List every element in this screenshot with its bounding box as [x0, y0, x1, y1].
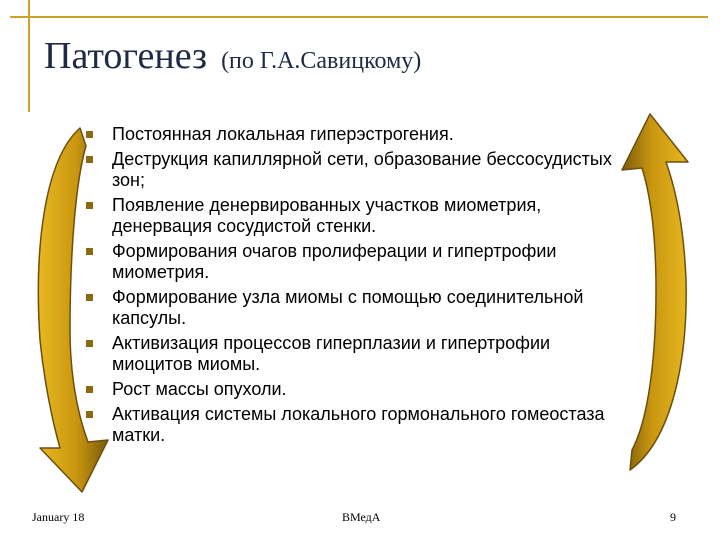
square-bullet-icon	[86, 386, 93, 393]
footer-date: January 18	[32, 510, 85, 524]
square-bullet-icon	[86, 131, 93, 138]
list-item: Формирование узла миомы с помощью соединительной капсулы.	[84, 287, 624, 329]
square-bullet-icon	[86, 202, 93, 209]
bullet-list	[84, 124, 624, 450]
page-number: 9	[670, 510, 676, 524]
square-bullet-icon	[86, 411, 93, 418]
list-item: Активация системы локального гормонального гомеостаза матки.	[84, 404, 624, 446]
list-item: Формирования очагов пролиферации и гипертрофии миометрия.	[84, 241, 624, 283]
right-curved-arrow-icon	[622, 114, 688, 470]
square-bullet-icon	[86, 340, 93, 347]
list-item: Постоянная локальная гиперэстрогения.	[84, 124, 624, 145]
list-item: Активизация процессов гиперплазии и гипертрофии миоцитов миомы.	[84, 333, 624, 375]
title-subtitle: (по Г.А.Савицкому)	[221, 48, 422, 74]
list-item: Рост массы опухоли.	[84, 379, 624, 400]
square-bullet-icon	[86, 156, 93, 163]
square-bullet-icon	[86, 294, 93, 301]
square-bullet-icon	[86, 248, 93, 255]
title-main: Патогенез	[44, 35, 208, 77]
list-item: Появление денервированных участков миометрия, денервация сосудистой стенки.	[84, 195, 624, 237]
footer-center: ВМедА	[342, 510, 381, 524]
list-item: Деструкция капиллярной сети, образование бессосудистых зон;	[84, 149, 624, 191]
